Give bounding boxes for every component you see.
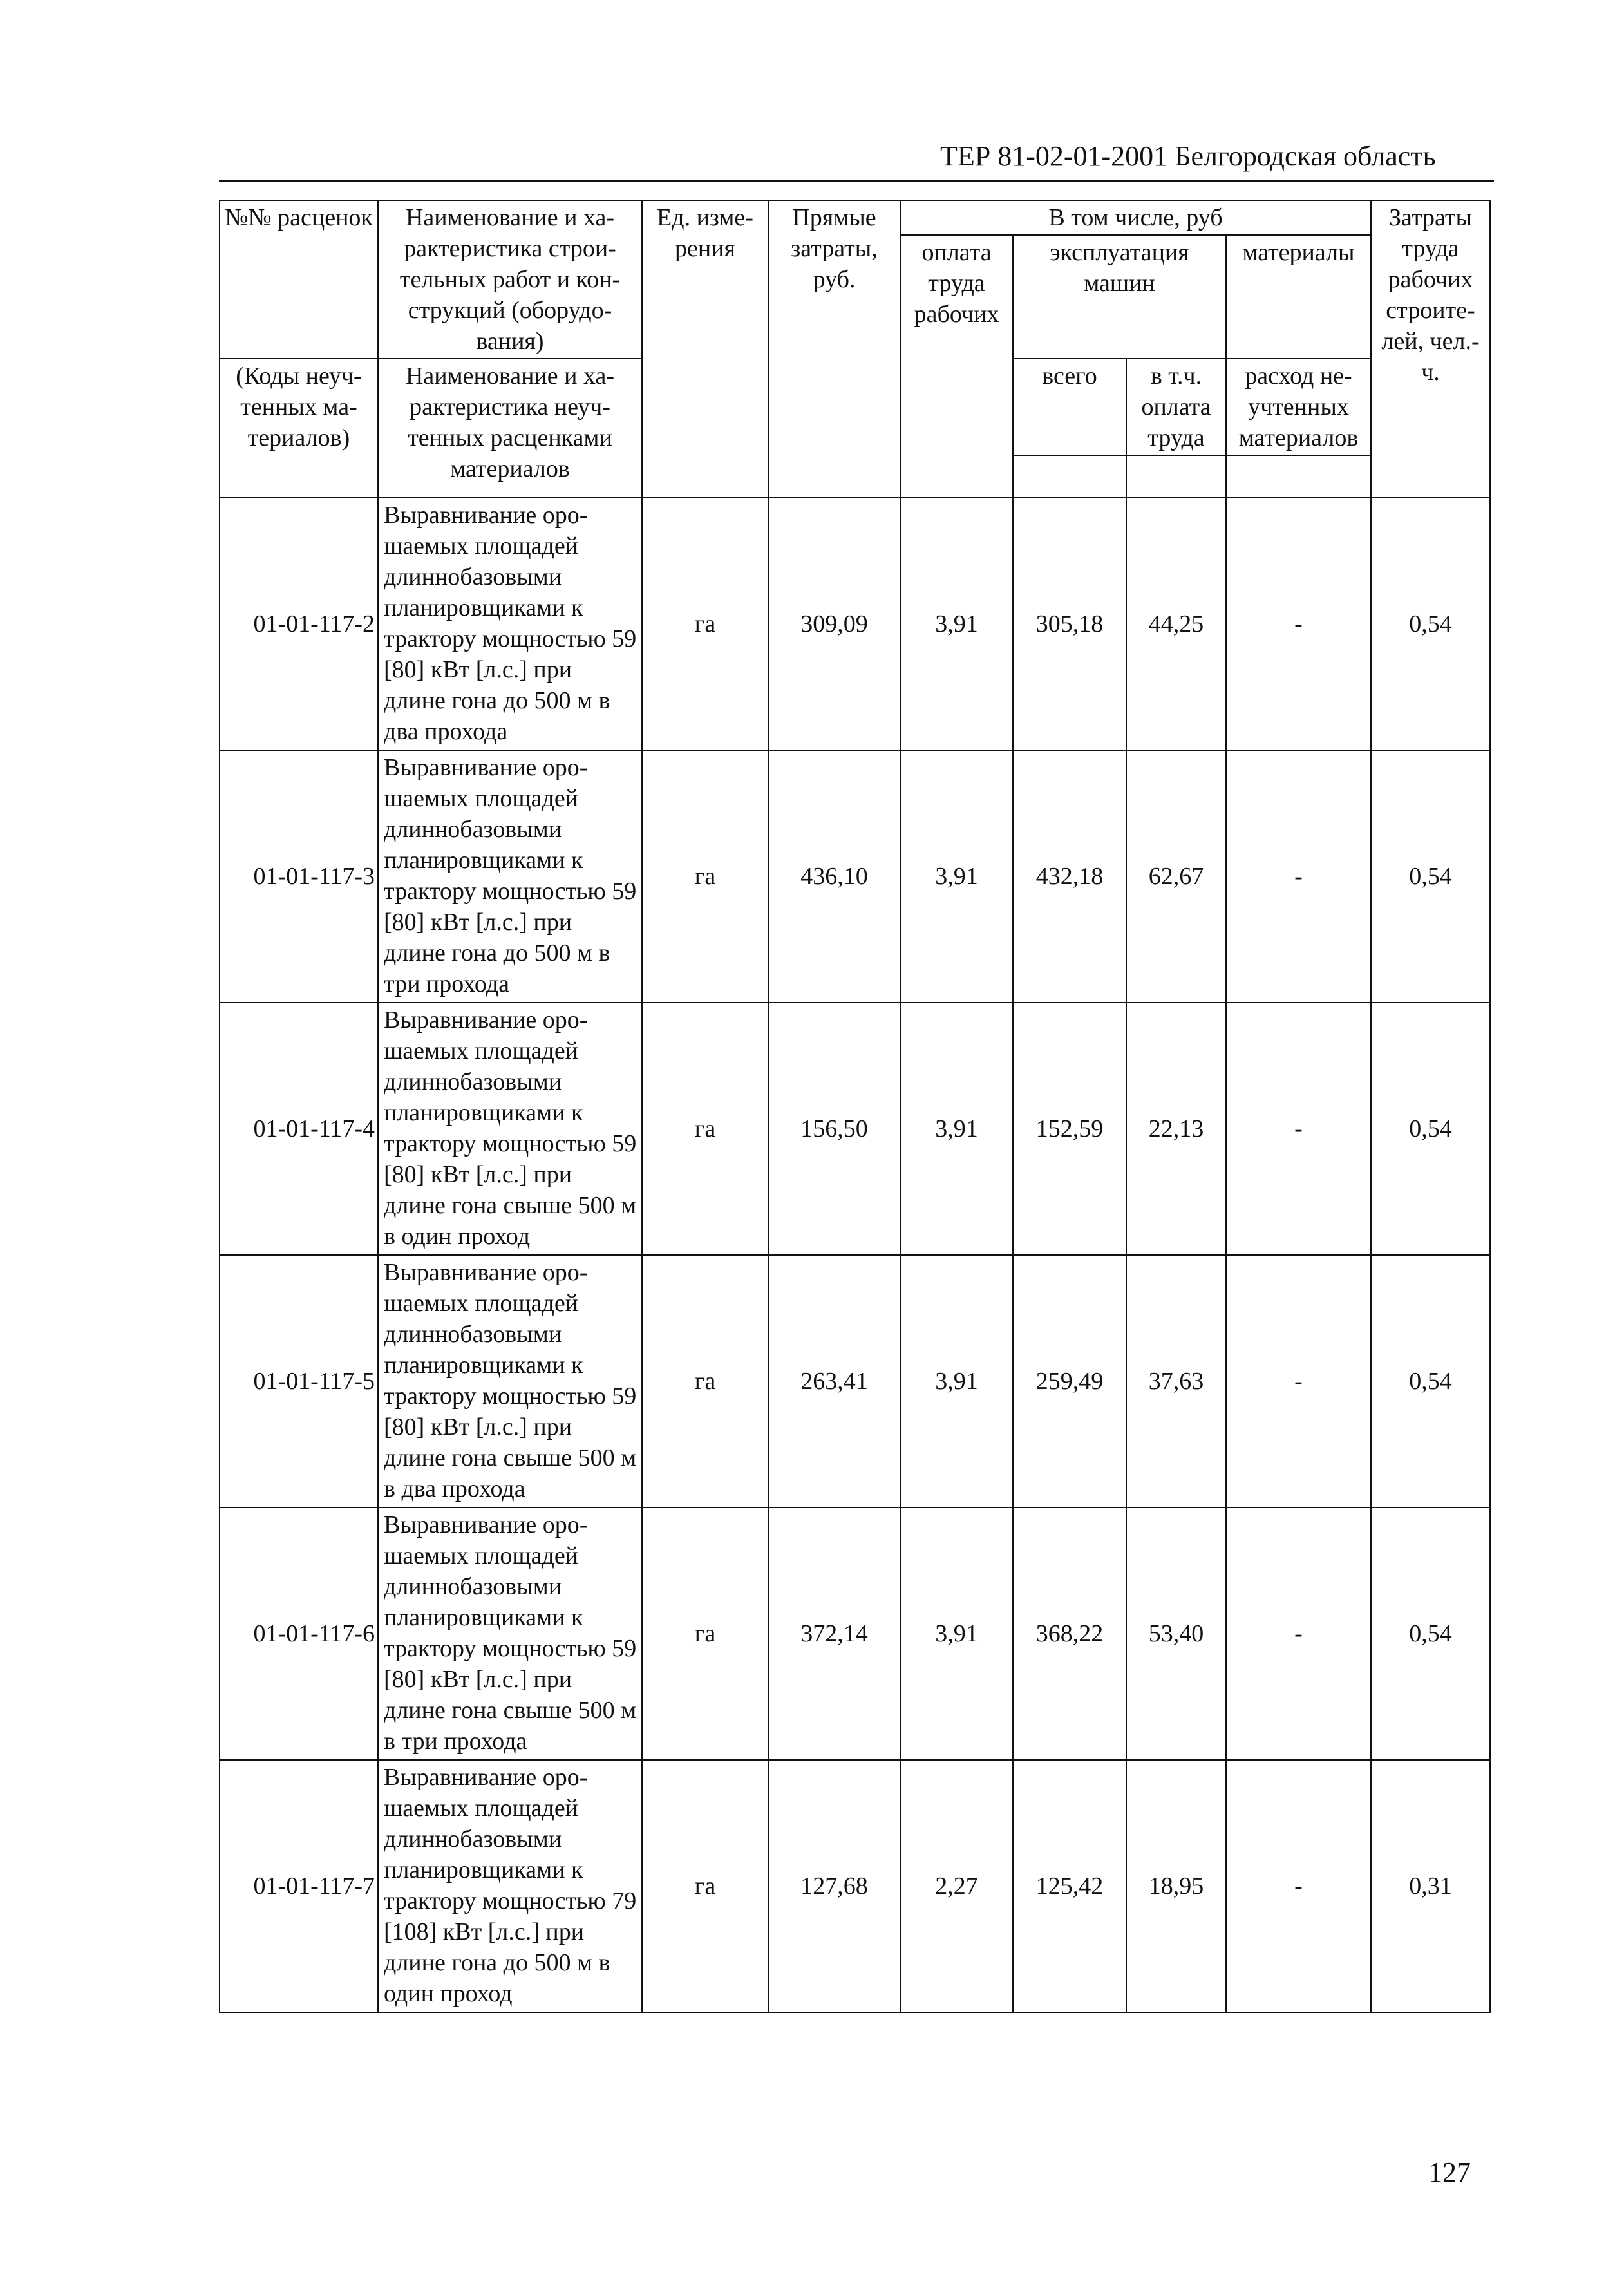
row-description: Выравнивание оро- шаемых площадей длиннобазовыми планировщиками к трактору мощностью 79 [108] кВт [л.с.] при длине гона до 500 м в один проход: [378, 1760, 642, 2012]
rates-table: [219, 200, 1491, 2013]
row-wages: 3,91: [900, 1507, 1013, 1760]
header-unit: Ед. изме- рения: [642, 200, 768, 498]
row-machines-wages: 53,40: [1126, 1507, 1226, 1760]
row-code: 01-01-117-2: [220, 498, 378, 750]
row-direct-costs: 156,50: [768, 1003, 900, 1255]
row-direct-costs: 263,41: [768, 1255, 900, 1507]
row-direct-costs: 436,10: [768, 750, 900, 1003]
row-code: 01-01-117-4: [220, 1003, 378, 1255]
row-description: Выравнивание оро- шаемых площадей длиннобазовыми планировщиками к трактору мощностью 59 [80] кВт [л.с.] при длине гона свыше 500 м в три прохода: [378, 1507, 642, 1760]
row-unit: га: [642, 1255, 768, 1507]
table-row: [220, 750, 1490, 1003]
row-labor-costs: 0,54: [1371, 498, 1490, 750]
header-material-names: Наименование и ха- рактеристика неуч- тенных расценками материалов: [378, 359, 642, 498]
row-code: 01-01-117-7: [220, 1760, 378, 2012]
table-row: [220, 1255, 1490, 1507]
row-labor-costs: 0,54: [1371, 750, 1490, 1003]
row-materials: -: [1226, 1003, 1371, 1255]
row-machines-total: 368,22: [1013, 1507, 1126, 1760]
row-wages: 3,91: [900, 1003, 1013, 1255]
header-rule: [219, 180, 1494, 182]
table-row: [220, 1003, 1490, 1255]
row-unit: га: [642, 1003, 768, 1255]
header-wages: оплата труда рабочих: [900, 235, 1013, 498]
row-description: Выравнивание оро- шаемых площадей длиннобазовыми планировщиками к трактору мощностью 59 [80] кВт [л.с.] при длине гона свыше 500 м в два прохода: [378, 1255, 642, 1507]
table-row: [220, 1760, 1490, 2012]
row-machines-wages: 44,25: [1126, 498, 1226, 750]
header-spacer-cell: [1013, 455, 1126, 498]
header-machines-wages: в т.ч. оплата труда: [1126, 359, 1226, 455]
row-machines-wages: 22,13: [1126, 1003, 1226, 1255]
row-materials: -: [1226, 750, 1371, 1003]
row-wages: 3,91: [900, 750, 1013, 1003]
table-body: [220, 498, 1490, 2012]
row-code: 01-01-117-3: [220, 750, 378, 1003]
header-material-usage: расход не- учтенных материалов: [1226, 359, 1371, 455]
row-description: Выравнивание оро- шаемых площадей длиннобазовыми планировщиками к трактору мощностью 59 [80] кВт [л.с.] при длине гона до 500 м в три прохода: [378, 750, 642, 1003]
row-wages: 3,91: [900, 1255, 1013, 1507]
row-materials: -: [1226, 498, 1371, 750]
row-materials: -: [1226, 1760, 1371, 2012]
row-materials: -: [1226, 1255, 1371, 1507]
row-labor-costs: 0,31: [1371, 1760, 1490, 2012]
table-row: [220, 498, 1490, 750]
row-machines-total: 259,49: [1013, 1255, 1126, 1507]
page-header-title: ТЕР 81-02-01-2001 Белгородская область: [940, 140, 1436, 172]
header-code: №№ расценок: [220, 200, 378, 359]
table-header: [220, 200, 1490, 498]
header-machines: эксплуатация машин: [1013, 235, 1226, 359]
header-spacer-cell: [1226, 455, 1371, 498]
row-code: 01-01-117-5: [220, 1255, 378, 1507]
row-labor-costs: 0,54: [1371, 1003, 1490, 1255]
row-labor-costs: 0,54: [1371, 1255, 1490, 1507]
row-machines-total: 152,59: [1013, 1003, 1126, 1255]
header-material-codes: (Коды неуч- тенных ма- териалов): [220, 359, 378, 498]
row-direct-costs: 127,68: [768, 1760, 900, 2012]
row-materials: -: [1226, 1507, 1371, 1760]
row-description: Выравнивание оро- шаемых площадей длиннобазовыми планировщиками к трактору мощностью 59 [80] кВт [л.с.] при длине гона до 500 м в два прохода: [378, 498, 642, 750]
header-machines-total: всего: [1013, 359, 1126, 455]
row-machines-total: 432,18: [1013, 750, 1126, 1003]
row-labor-costs: 0,54: [1371, 1507, 1490, 1760]
row-machines-total: 125,42: [1013, 1760, 1126, 2012]
header-labor-costs: Затраты труда рабочих строите- лей, чел.-ч.: [1371, 200, 1490, 498]
row-wages: 3,91: [900, 498, 1013, 750]
header-name: Наименование и ха- рактеристика строи- тельных работ и кон- струкций (оборудо- вания): [378, 200, 642, 359]
header-materials: материалы: [1226, 235, 1371, 359]
row-direct-costs: 372,14: [768, 1507, 900, 1760]
row-wages: 2,27: [900, 1760, 1013, 2012]
row-unit: га: [642, 1507, 768, 1760]
row-machines-total: 305,18: [1013, 498, 1126, 750]
row-direct-costs: 309,09: [768, 498, 900, 750]
row-unit: га: [642, 750, 768, 1003]
page-number: 127: [1428, 2157, 1471, 2188]
row-machines-wages: 18,95: [1126, 1760, 1226, 2012]
row-code: 01-01-117-6: [220, 1507, 378, 1760]
header-direct-costs: Прямые затраты, руб.: [768, 200, 900, 498]
table-row: [220, 1507, 1490, 1760]
row-unit: га: [642, 1760, 768, 2012]
header-including: В том числе, руб: [900, 200, 1371, 235]
row-unit: га: [642, 498, 768, 750]
row-machines-wages: 62,67: [1126, 750, 1226, 1003]
row-machines-wages: 37,63: [1126, 1255, 1226, 1507]
row-description: Выравнивание оро- шаемых площадей длиннобазовыми планировщиками к трактору мощностью 59 [80] кВт [л.с.] при длине гона свыше 500 м в один проход: [378, 1003, 642, 1255]
header-spacer-cell: [1126, 455, 1226, 498]
